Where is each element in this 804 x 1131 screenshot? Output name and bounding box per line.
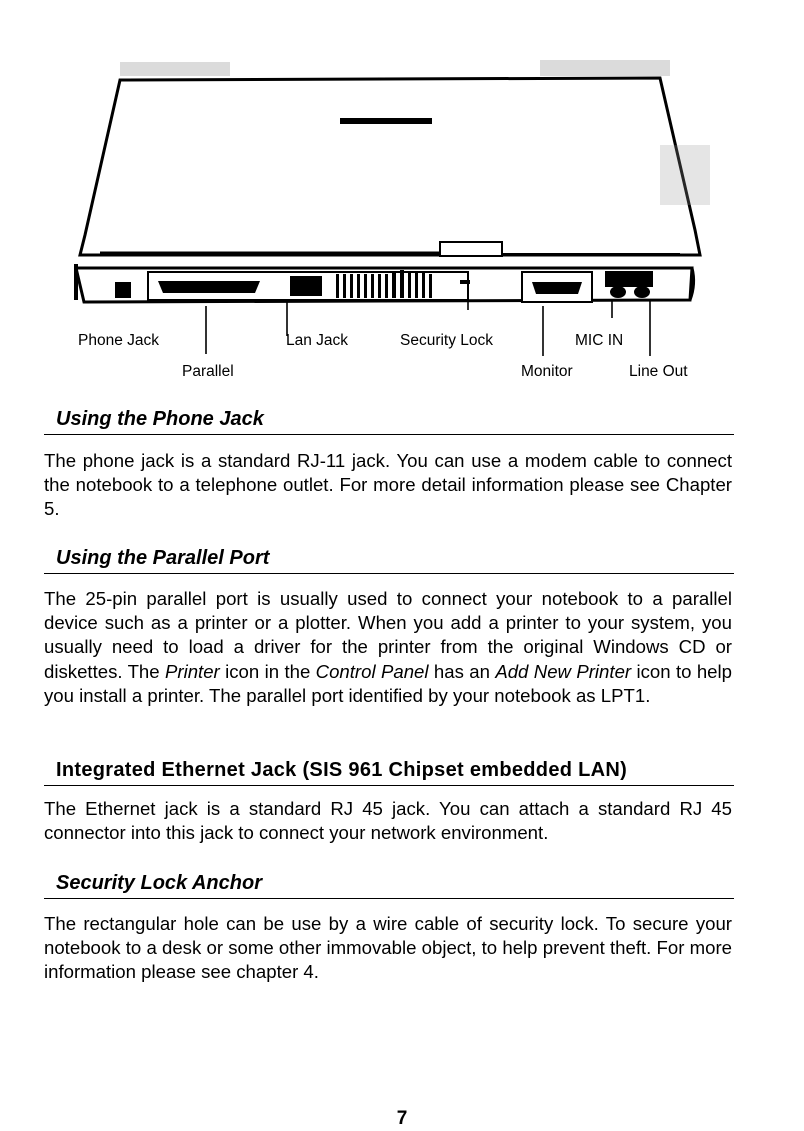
ethernet-paragraph: The Ethernet jack is a standard RJ 45 jack. You can attach a standard RJ 45 connector into this jack to connect your network environment.: [44, 798, 732, 844]
parallel-label: Parallel: [182, 363, 234, 380]
notebook-rear-illustration: [60, 50, 750, 390]
security-lock-heading: Security Lock Anchor: [56, 872, 262, 894]
phone-jack-rule: [44, 434, 734, 435]
control-panel-term: Control Panel: [315, 660, 429, 682]
parallel-port: [158, 281, 260, 293]
monitor-label: Monitor: [521, 363, 573, 380]
add-new-printer-term: Add New Printer: [495, 660, 632, 682]
ethernet-heading: Integrated Ethernet Jack (SIS 961 Chipset embedded LAN): [56, 759, 628, 781]
ethernet-rule: [44, 785, 734, 786]
security-lock-rule: [44, 898, 734, 899]
phone-jack-port: [115, 282, 131, 298]
page-number: 7: [396, 1108, 408, 1129]
line-out-jack: [634, 286, 650, 298]
phone-jack-label: Phone Jack: [78, 332, 159, 349]
parallel-port-rule: [44, 573, 734, 574]
monitor-port: [532, 282, 582, 294]
parallel-text-4: icon to help you install a printer. The parallel port identified by your notebook as LPT1.: [44, 660, 732, 706]
lan-jack-port: [290, 276, 322, 296]
parallel-port-paragraph: [44, 587, 732, 708]
mic-in-label: MIC IN: [575, 332, 624, 349]
line-out-label: Line Out: [629, 363, 688, 380]
security-lock-paragraph: The rectangular hole can be use by a wire cable of security lock. To secure your notebook to a desk or some other immovable object, to help prevent theft. For more information please see chapter 4.: [44, 913, 732, 983]
printer-term: Printer: [164, 660, 220, 682]
phone-jack-paragraph: The phone jack is a standard RJ-11 jack. You can use a modem cable to connect the notebook to a telephone outlet. For more detail information please see Chapter 5.: [44, 450, 732, 520]
parallel-text-2: icon in the: [219, 660, 316, 682]
security-lock-slot: [460, 280, 470, 284]
parallel-port-heading: Using the Parallel Port: [56, 547, 270, 569]
parallel-text-3: has an: [428, 660, 496, 682]
security-lock-label: Security Lock: [400, 332, 494, 349]
mic-in-jack: [610, 286, 626, 298]
lan-jack-label: Lan Jack: [286, 332, 349, 349]
phone-jack-heading: Using the Phone Jack: [56, 408, 264, 430]
parallel-text-1: The 25-pin parallel port is usually used to connect your notebook to a parallel device such as a printer or a plotter. When you add a printer to your system, you usually need to load a driver for the printer from the original Windows CD or diskettes. The: [44, 588, 732, 682]
